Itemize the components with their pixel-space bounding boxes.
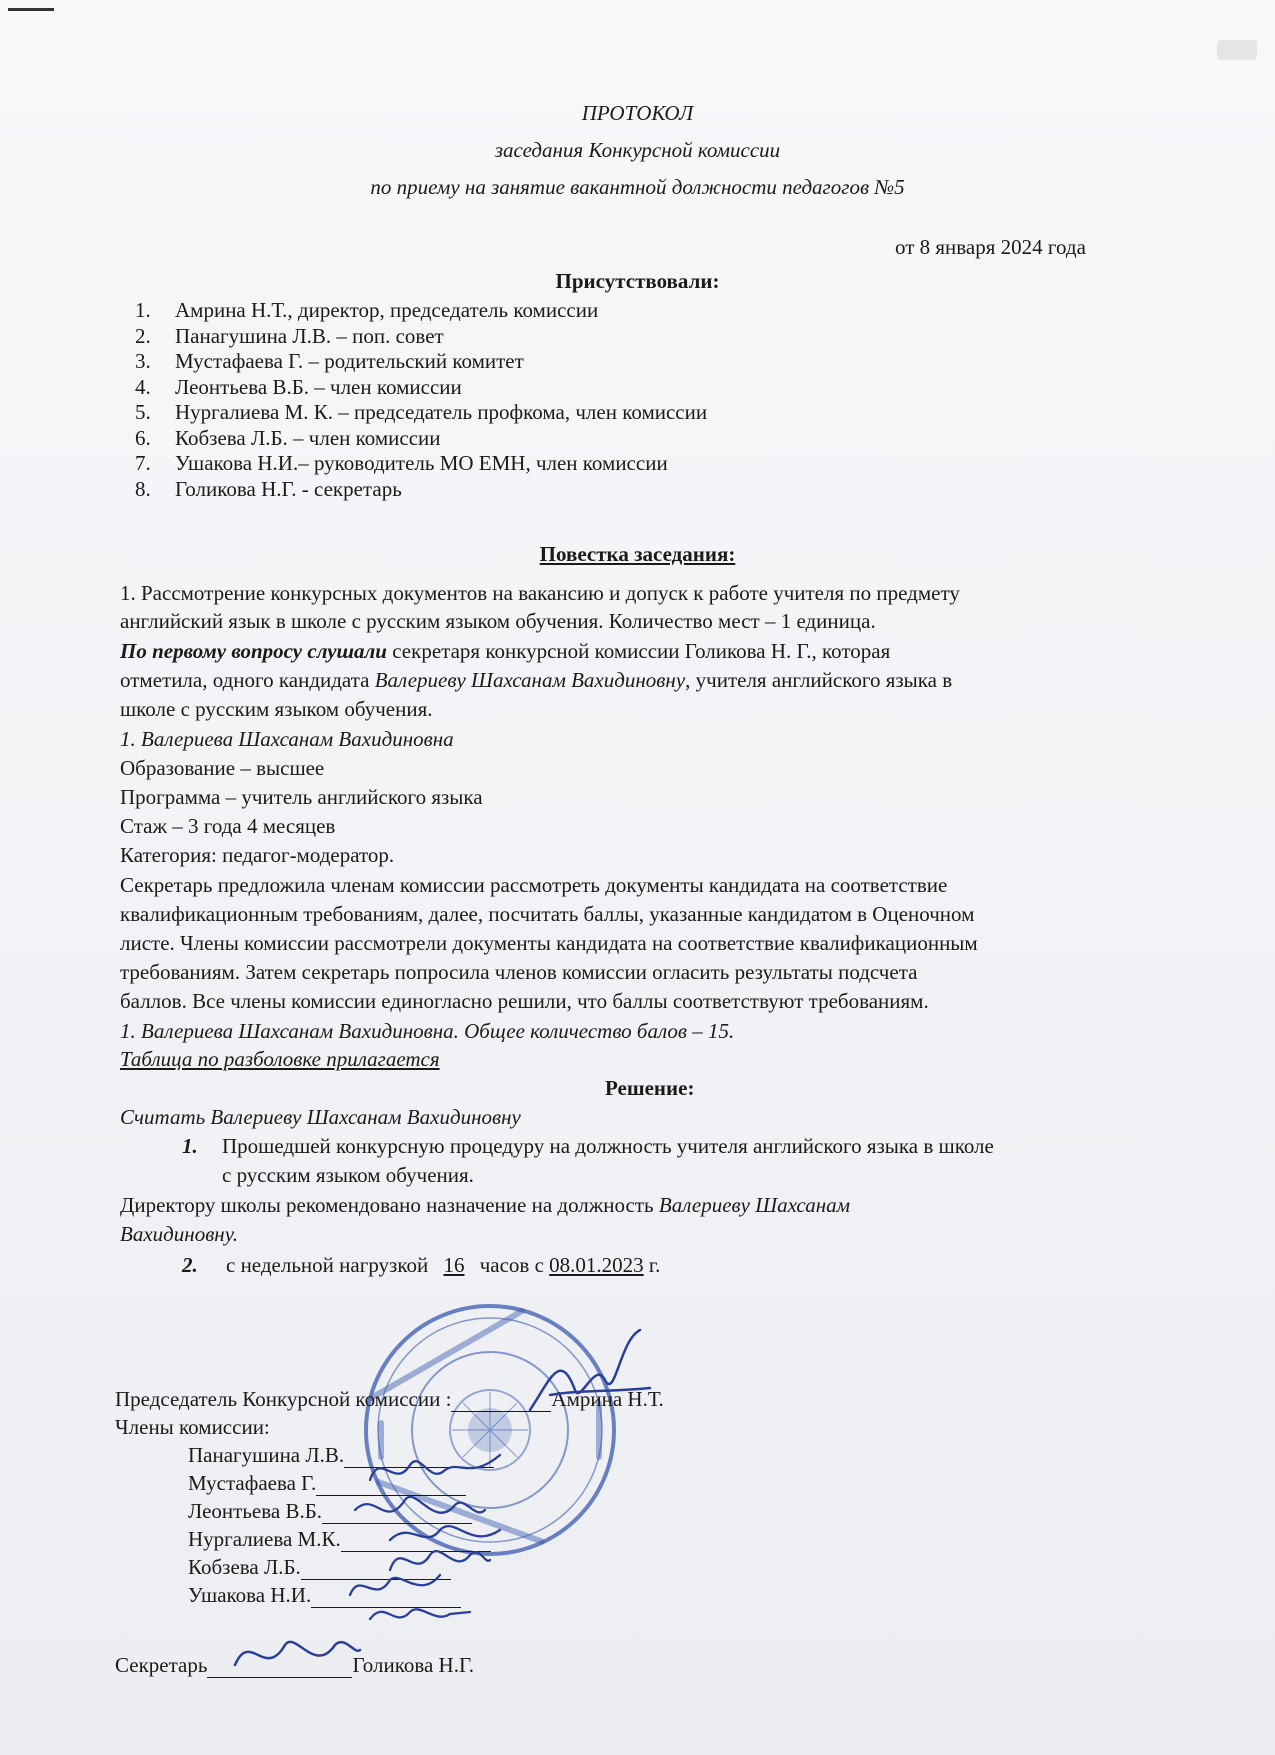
decision-item-2-number: 2. [182, 1253, 198, 1277]
agenda-item-1-line-2: английский язык в школе с русским языком обучения. Количество мест – 1 единица. [120, 609, 876, 633]
attendee-item [135, 425, 441, 451]
attendee-number: 5. [135, 400, 151, 424]
decision-recommend-start: Директору школы рекомендовано назначение на должность [120, 1193, 659, 1217]
attendee-number: 4. [135, 374, 151, 399]
scan-edge-mark [8, 8, 54, 11]
attendee-text: Нургалиева М. К. – председатель профкома, член комиссии [175, 400, 708, 424]
attendee-item [135, 450, 668, 476]
decision-item-1-line-1: Прошедшей конкурсную процедуру на должность учителя английского языка в школе [222, 1134, 994, 1158]
attendee-text: Амрина Н.Т., директор, председатель комиссии [175, 298, 599, 322]
decision-item-2-text-1: с недельной нагрузкой [226, 1253, 434, 1277]
chair-handwritten-signature [520, 1320, 660, 1430]
body-line-5: баллов. Все члены комиссии единогласно решили, что баллы соответствуют требованиям. [120, 989, 929, 1013]
candidate-category: Категория: педагог-модератор. [120, 843, 395, 867]
agenda-heading: Повестка заседания: [539, 542, 736, 566]
secretary-name: Голикова Н.Г. [352, 1653, 474, 1677]
chair-name: Амрина Н.Т. [551, 1387, 664, 1411]
document-subtitle-1: заседания Конкурсной комиссии [494, 138, 781, 162]
decision-intro: Считать Валериеву Шахсанам Вахидиновну [120, 1105, 521, 1129]
attendees-heading: Присутствовали: [555, 269, 720, 293]
decision-recommend-name-2: Вахидиновну. [120, 1222, 238, 1246]
attendee-item [135, 297, 598, 323]
hearing-line-2-end: , учителя английского языка в [685, 668, 953, 692]
decision-recommend-line-1 [120, 1192, 850, 1218]
decision-recommend-name-1: Валериеву Шахсанам [658, 1193, 851, 1217]
attendee-item [135, 476, 402, 502]
hearing-lead: По первому вопросу слушали [120, 639, 387, 663]
hearing-line-3: школе с русским языком обучения. [120, 697, 433, 721]
attendee-number: 8. [135, 476, 151, 501]
hearing-line-2-start: отметила, одного кандидата [120, 668, 375, 692]
candidate-name: 1. Валериева Шахсанам Вахидиновна [120, 727, 454, 751]
agenda-item-1-line-1: 1. Рассмотрение конкурсных документов на вакансию и допуск к работе учителя по предмету [120, 581, 960, 605]
member-name: Ушакова Н.И. [188, 1583, 312, 1607]
attendee-item [135, 348, 524, 374]
table-note: Таблица по разболовке прилагается [120, 1047, 440, 1071]
attendee-text: Кобзева Л.Б. – член комиссии [175, 425, 441, 450]
attendee-text: Панагушина Л.В. – поп. совет [175, 323, 444, 348]
chair-label: Председатель Конкурсной комиссии : [115, 1387, 452, 1411]
member-name: Кобзева Л.Б. [188, 1555, 301, 1579]
attendee-text: Мустафаева Г. – родительский комитет [175, 349, 524, 373]
document-subtitle-2: по приему на занятие вакантной должности педагогов №5 [370, 175, 905, 199]
attendee-number: 6. [135, 425, 151, 450]
decision-item-1-line-2: с русским языком обучения. [222, 1163, 474, 1187]
attendee-item [135, 323, 444, 349]
hearing-candidate-name: Валериеву Шахсанам Вахидиновну [374, 668, 686, 692]
decision-item-1-number: 1. [182, 1134, 198, 1158]
decision-item-2-date: 08.01.2023 [549, 1253, 644, 1277]
decision-heading: Решение: [605, 1076, 695, 1100]
body-line-4: требованиям. Затем секретарь попросила членов комиссии огласить результаты подсчета [120, 960, 918, 984]
body-line-2: квалификационным требованиям, далее, посчитать баллы, указанные кандидатом в Оценочном [120, 902, 975, 926]
member-6-handwritten-signature [365, 1594, 475, 1634]
candidate-experience: Стаж – 3 года 4 месяцев [120, 814, 336, 838]
decision-item-2-hours: 16 [443, 1253, 465, 1277]
score-line: 1. Валериева Шахсанам Вахидиновна. Общее количество балов – 15. [120, 1019, 735, 1043]
member-name: Леонтьева В.Б. [188, 1499, 323, 1523]
scan-corner-mark [1217, 40, 1257, 60]
member-name: Нургалиева М.К. [188, 1527, 341, 1551]
attendee-text: Голикова Н.Г. - секретарь [175, 476, 402, 501]
body-line-3: листе. Члены комиссии рассмотрели документы кандидата на соответствие квалификационным [120, 931, 978, 955]
decision-item-2-line [182, 1252, 660, 1278]
attendee-number: 3. [135, 349, 151, 373]
candidate-program: Программа – учитель английского языка [120, 785, 483, 809]
member-name: Мустафаева Г. [188, 1471, 317, 1495]
candidate-education: Образование – высшее [120, 756, 325, 780]
hearing-line-2 [120, 667, 952, 693]
members-label: Члены комиссии: [115, 1415, 270, 1439]
attendee-text: Ушакова Н.И.– руководитель МО ЕМН, член комиссии [175, 451, 668, 475]
secretary-handwritten-signature [225, 1625, 365, 1685]
document-date: от 8 января 2024 года [895, 235, 1086, 259]
decision-item-2-text-3: г. [643, 1253, 661, 1277]
hearing-line-1 [120, 638, 890, 664]
attendee-number: 1. [135, 298, 151, 322]
member-name: Панагушина Л.В. [188, 1443, 345, 1467]
attendee-text: Леонтьева В.Б. – член комиссии [175, 374, 462, 399]
secretary-label: Секретарь [115, 1653, 208, 1677]
hearing-line-1-rest: секретаря конкурсной комиссии Голикова Н. Г., которая [386, 639, 891, 663]
attendee-item [135, 399, 707, 425]
document-title: ПРОТОКОЛ [581, 101, 694, 125]
attendee-item [135, 374, 462, 400]
attendee-number: 7. [135, 451, 151, 475]
attendee-number: 2. [135, 323, 151, 348]
decision-item-2-text-2: часов с [474, 1253, 550, 1277]
body-line-1: Секретарь предложила членам комиссии рассмотреть документы кандидата на соответствие [120, 873, 948, 897]
